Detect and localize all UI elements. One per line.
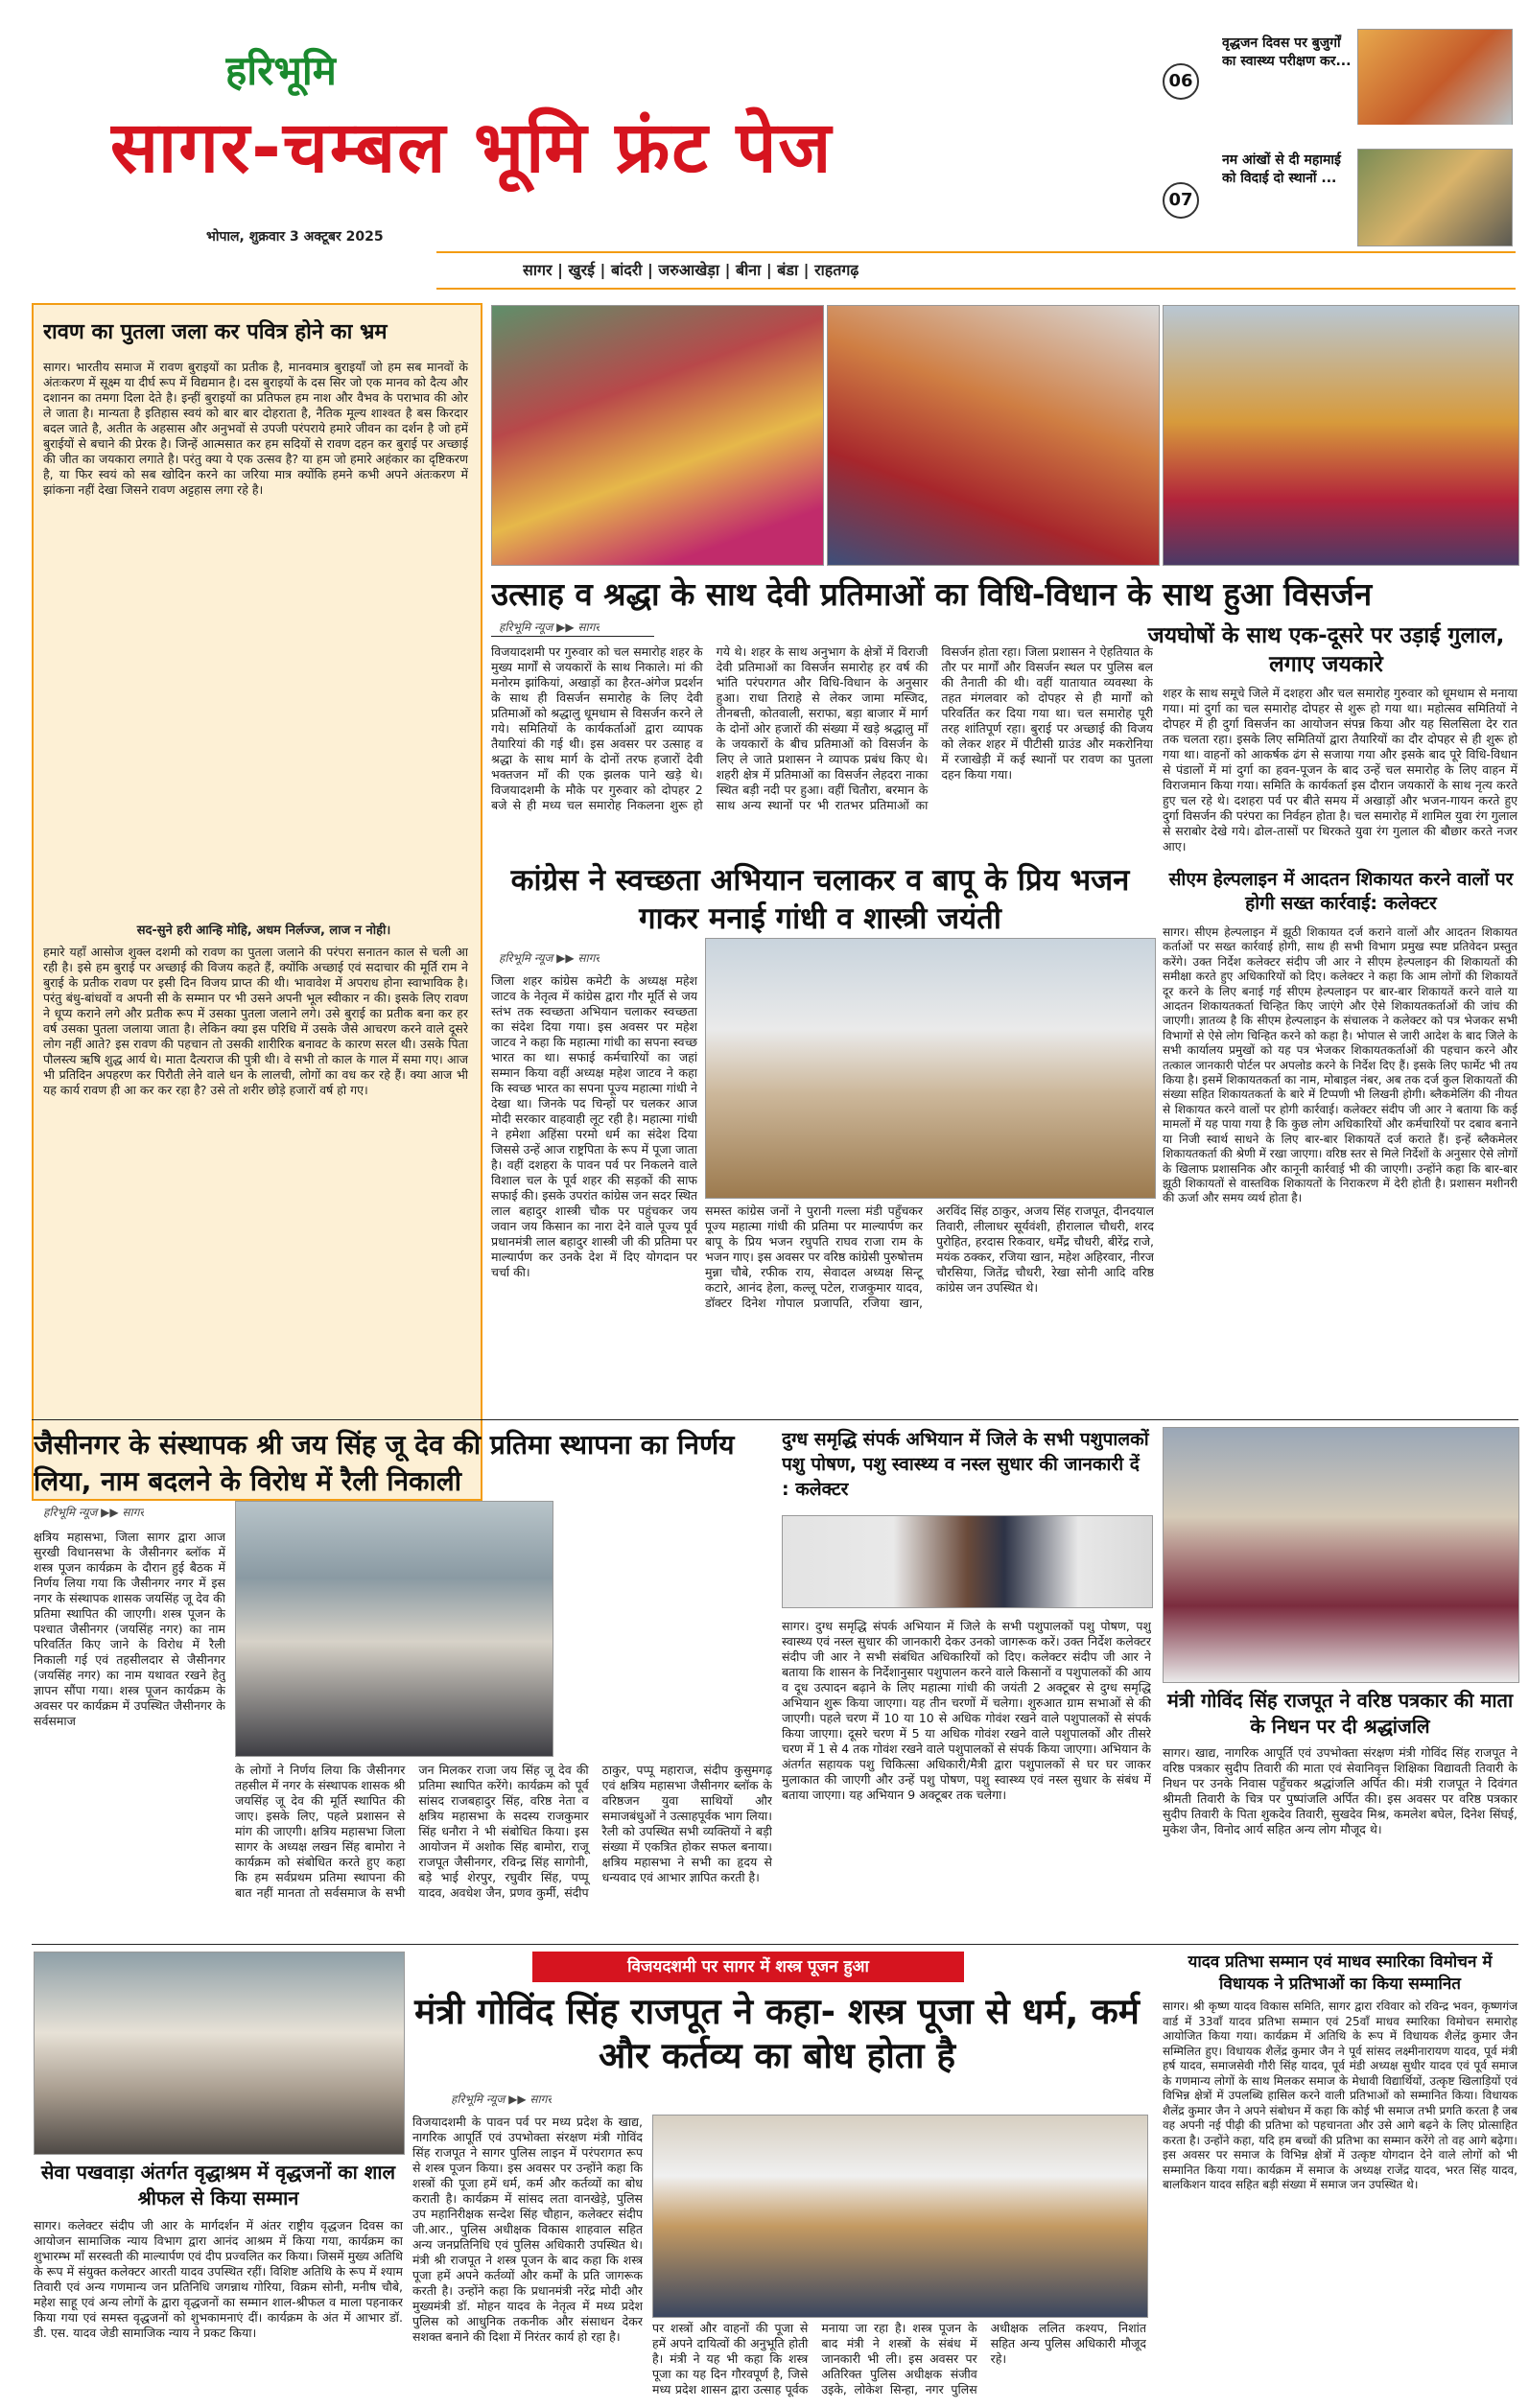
promo-2-number: 07	[1163, 182, 1199, 219]
shastra-body-2: पर शस्त्रों और वाहनों की पूजा से हमें अपने दायित्वों की अनुभूति होती है। मंत्री ने यह भी कहा कि शस्त्र पूजा का यह दिन गौरवपूर्ण है, जिसे मध्य प्रदेश शासन द्वारा उत्साह पूर्वक मनाया जा रहा है। शस्त्र पूजन के बाद मंत्री ने शस्त्रों के संबंध में जानकारी भी ली। इस अवसर पर अतिरिक्त पुलिस अधीक्षक संजीव उइके, लोकेश सिन्हा, नगर पुलिस अधीक्षक ललित कश्यप, निशांत सहित अन्य पुलिस अधिकारी मौजूद रहे।	[652, 2321, 1146, 2396]
shastra-byline: हरिभूमि न्यूज ▶▶ सागर	[451, 2092, 553, 2106]
shraddhanjali-body: सागर। खाद्य, नागरिक आपूर्ति एवं उपभोक्ता संरक्षण मंत्री गोविंद सिंह राजपूत ने वरिष्ठ पत्रकार सुदीप तिवारी की माता एवं सेवानिवृत्त शिक्षिका विद्यावती तिवारी के निधन पर उनके निवास पहुँचकर श्रद्धांजलि अर्पित की। मंत्री राजपूत ने दिवंगत श्रीमती तिवारी के चित्र पर पुष्पांजलि अर्पित की। इस अवसर पर वरिष्ठ पत्रकार सुदीप तिवारी के पिता शुकदेव तिवारी, सुखदेव मिश्र, कमलेश बघेल, दिनेश सिंघई, मुकेश जैन, विनोद आर्य सहित अन्य लोग मौजूद थे।	[1163, 1745, 1517, 1836]
visarjan-photo-2	[827, 305, 1160, 566]
row3-rule	[32, 1419, 1518, 1420]
row4-rule	[32, 1944, 1518, 1945]
visarjan-body: विजयादशमी पर गुरुवार को चल समारोह शहर के मुख्य मार्गों से जयकारों के साथ निकाले। मां की मनोरम झांकियां, अखाड़ों का हैरत-अंगेज प्रदर्शन के साथ ही विसर्जन समारोह के लिए देवी प्रतिमाओं को श्रद्धालु धूमधाम से विसर्जन करने ले गये। समितियों के कार्यकर्ताओं द्वारा व्यापक तैयारियां की गई थी। इस अवसर पर उत्साह व श्रद्धा के साथ मार्ग के दोनों तरफ हजारों देवी भक्तजन माँ की एक झलक पाने खड़े थे। विजयादशमी के मौके पर गुरुवार को दोपहर 2 बजे से ही मध्य चल समारोह निकलना शुरू हो गये थे। शहर के साथ अनुभाग के क्षेत्रों में विराजी देवी प्रतिमाओं का विसर्जन समारोह हर वर्ष की भांति परंपरागत और विधि-विधान के अनुसार हुआ। राधा तिराहे से लेकर जामा मस्जिद, तीनबत्ती, कोतवाली, सराफा, बड़ा बाजार में मार्ग के दोनों ओर हजारों की संख्या में खड़े श्रद्धालु माँ के जयकारों के बीच प्रतिमाओं को विसर्जन के लिए ले जाते प्रशासन ने व्यापक प्रबंध किए थे। शहरी क्षेत्र में प्रतिमाओं का विसर्जन लेहदरा नाका स्थित बड़ी नदी पर हुआ। वहीं चितौरा, बरमान के साथ अन्य स्थानों पर भी रातभर प्रतिमाओं का विसर्जन होता रहा। जिला प्रशासन ने ऐहतियात के तौर पर मार्गों और विसर्जन स्थल पर पुलिस बल की तैनाती की थी। वहीं यातायात व्यवस्था के तहत मंगलवार को दोपहर से ही मार्गों को परिवर्तित कर दिया गया था। चल समारोह पूरी तरह शांतिपूर्ण रहा। बुराई पर अच्छाई की विजय को लेकर शहर में पीटीसी ग्राउंड और मकरोनिया में रजाखेड़ी में कई स्थानों पर रावण का पुतला दहन किया गया।	[491, 644, 1153, 812]
vriddhashram-photo	[34, 1952, 405, 2155]
dugdh-body: सागर। दुग्ध समृद्धि संपर्क अभियान में जिले के सभी पशुपालकों पशु पोषण, पशु स्वास्थ्य एवं नस्ल सुधार की जानकारी देकर उनको जागरूक करें। उक्त निर्देश कलेक्टर संदीप जी आर ने सभी संबंधित अधिकारियों को दिए। कलेक्टर संदीप जी आर ने बताया कि शासन के निर्देशानुसार पशुपालन करने वाले किसानों व पशुपालकों की आय व दूध उत्पादन बढ़ाने के लिए महात्मा गांधी की जयंती 2 अक्टूबर से दुग्ध समृद्धि अभियान शुरू किया जाएगा। यह तीन चरणों में चलेगा। शुरुआत ग्राम सभाओं से की जाएगी। पहले चरण में 10 या 10 से अधिक गोवंश रखने वाले पशुपालकों से संपर्क किया जाएगा। दूसरे चरण में 5 या अधिक गोवंश रखने वाले पशुपालकों और तीसरे चरण में 1 से 4 तक गोवंश रखने वाले पशुपालकों से संपर्क किया जाएगा। अभियान के अंतर्गत सहायक पशु चिकित्सा अधिकारी/मैत्री द्वारा पशुपालकों से घर घर जाकर मुलाकात की जाएगी और उन्हें पशु पोषण, पशु स्वास्थ्य एवं नस्ल सुधार के संबंध में बताया जाएगा। यह अभियान 9 अक्टूबर तक चलेगा।	[782, 1619, 1151, 1802]
vriddhashram-headline: सेवा पखवाड़ा अंतर्गत वृद्धाश्रम में वृद्धजनों का शाल श्रीफल से किया सम्मान	[40, 2161, 396, 2209]
ravan-quote: सद-सुने हरी आन्हि मोहि, अधम निर्लज्ज, लाज न नोही।	[136, 923, 391, 938]
promo-1-number: 06	[1163, 63, 1199, 100]
promo-1-text: वृद्धजन दिवस पर बुजुर्गों का स्वास्थ्य परीक्षण कर...	[1222, 35, 1352, 69]
jaisinghnagar-body-2: के लोगों ने निर्णय लिया कि जैसीनगर तहसील में नगर के संस्थापक शासक श्री जयसिंह जू देव की मूर्ति स्थापित की जाए। इसके लिए, पहले प्रशासन से मांग की जाएगी। क्षत्रिय महासभा जिला सागर के अध्यक्ष लखन सिंह बामोरा ने कार्यक्रम को संबोधित करते हुए कहा कि हम सर्वप्रथम प्रतिमा स्थापना की बात नहीं मानता तो सर्वसमाज के सभी जन मिलकर राजा जय सिंह जू देव की प्रतिमा स्थापित करेंगे। कार्यक्रम को पूर्व सांसद राजबहादुर सिंह, वरिष्ठ नेता व क्षत्रिय महासभा के सदस्य राजकुमार सिंह धनौरा ने भी संबोधित किया। इस आयोजन में अशोक सिंह बामोरा, राजू राजपूत जैसीनगर, रविन्द्र सिंह सागोनी, बड़े भाई शेरपुर, रघुवीर सिंह, पप्पू यादव, अवधेश जैन, प्रणव कुर्मी, संदीप ठाकुर, पप्पू महाराज, संदीप कुसुमगढ़ एवं क्षत्रिय महासभा जैसीनगर ब्लॉक के वरिष्ठजन युवा साथियों और समाजबंधुओं ने उत्साहपूर्वक भाग लिया। रैली को उपस्थित सभी व्यक्तियों ने बड़ी संख्या में एकत्रित होकर सफल बनाया। क्षत्रिय महासभा ने सभी का हृदय से धन्यवाद एवं आभार ज्ञापित करती है।	[235, 1763, 772, 1900]
gandhi-photo	[705, 938, 1156, 1199]
dateline: भोपाल, शुक्रवार 3 अक्टूबर 2025	[206, 229, 384, 245]
promo-2[interactable]	[1163, 144, 1517, 249]
jaisinghnagar-headline: जैसीनगर के संस्थापक श्री जय सिंह जू देव की प्रतिमा स्थापना का निर्णय लिया, नाम बदलने के विरोध में रैली निकाली	[34, 1429, 735, 1497]
shastra-photo	[652, 2115, 1148, 2318]
visarjan-divider	[491, 636, 654, 637]
page-title: सागर-चम्बल भूमि फ्रंट पेज	[110, 106, 834, 189]
gandhi-headline: कांग्रेस ने स्वच्छता अभियान चलाकर व बापू के प्रिय भजन गाकर मनाई गांधी व शास्त्री जयंती	[510, 863, 1130, 936]
shraddhanjali-photo	[1163, 1427, 1519, 1683]
gandhi-body-1: जिला शहर कांग्रेस कमेटी के अध्यक्ष महेश जाटव के नेतृत्व में कांग्रेस द्वारा गौर मूर्ति से जय स्तंभ तक स्वच्छता अभियान चलाकर स्वच्छता का संदेश दिया गया। इस अवसर पर महेश जाटव ने कहा कि महात्मा गांधी का सपना स्वच्छ भारत का था। सफाई कर्मचारियों का जहां सम्मान किया वहीं अध्यक्ष महेश जाटव ने कहा कि स्वच्छ भारत का सपना पूज्य महात्मा गांधी ने देखा था। जिनके पद चिन्हों पर चलकर आज मोदी सरकार वाहवाही लूट रही है। महात्मा गांधी ने हमेशा अहिंसा परमो धर्म का संदेश दिया जिससे उन्हें आज राष्ट्रपिता के रूप में पूजा जाता है। वहीं दशहरा के पावन पर्व पर निकलने वाले विशाल चल के पूर्व शहर की सड़कों की साफ सफाई की। इसके उपरांत कांग्रेस जन सदर स्थित लाल बहादुर शास्त्री चौक पर पहुंचकर जय जवान जय किसान का नारा देने वाले पूज्य पूर्व प्रधानमंत्री लाल बहादुर शास्त्री जी की प्रतिमा पर माल्यार्पण कर उनके देश में दिए योगदान पर चर्चा की।	[491, 973, 697, 1279]
ravan-body-2: हमारे यहाँ आसोज शुक्ल दशमी को रावण का पुतला जलाने की परंपरा सनातन काल से चली आ रही है। इसे हम बुराई पर अच्छाई की विजय कहते हैं, क्योंकि अच्छाई एवं सदाचार की मूर्ति राम ने बुराई के प्रतीक रावण पर इसी दिन विजय प्राप्त की थी। भावावेश में अपराध होना स्वाभाविक है। परंतु बंधु-बांधवों व अपनी सी के सम्मान पर भी उसने अपनी भूल स्वीकार न की। इसके लिए रावण ने धूप्य कराने लगे और प्रतीक रूप में उसका पुतला जलाने लगे। उसे बुराई का प्रतीक बना कर हर वर्ष उसका पुतला जलाया जाता है। लेकिन क्या इस परिधि में उसके जैसे आचरण करने वाले दूसरे लोग नहीं आते? इस रावण की पहचान तो उसकी शारीरिक बनावट के कारण सरल थी। उसके पिता पौलस्त्य ऋषि शुद्ध आर्य थे। माता दैत्यराज की पुत्री थी। वे सभी तो काल के गाल में समा गए। आज भी प्रतिदिन अपहरण कर पिरौती लेने वाले धन के लालची, लोगों का वध कर रहे हैं। क्या आज भी यह कार्य रावण ही आ कर कर रहा है? उसे तो शरीर छोड़े हजारों वर्ष हो गए।	[43, 945, 468, 1097]
promo-1-photo	[1357, 29, 1513, 125]
yadav-headline: यादव प्रतिभा सम्मान एवं माधव स्मारिका विमोचन में विधायक ने प्रतिभाओं का किया सम्मानित	[1188, 1952, 1493, 1994]
promo-1[interactable]	[1163, 29, 1517, 125]
cm-body: सागर। सीएम हेल्पलाइन में झूठी शिकायत दर्ज कराने वालों और आदतन शिकायत कर्ताओं पर सख्त कार्रवाई होगी, साथ ही सभी विभाग प्रमुख स्पष्ट प्रतिवेदन प्रस्तुत करेंगे। उक्त निर्देश कलेक्टर संदीप जी आर ने सीएम हेल्पलाइन की शिकायतों की समीक्षा करते हुए अधिकारियों को दिए। कलेक्टर ने कहा कि आम लोगों की शिकायतें दूर करने के लिए बनाई गई सीएम हेल्पलाइन पर बार-बार शिकायतें करने वाले या आदतन शिकायतकर्ता चिन्हित किए जाएंगे और ऐसे शिकायतकर्ताओं की जांच की जाएगी। ज्ञातव्य है कि सीएम हेल्पलाइन के संचालक ने कलेक्टर को पत्र भेजकर सभी विभागों से ऐसे लोग चिन्हित करने को कहा है। भोपाल से जारी आदेश के बाद जिले के सभी कार्यालय प्रमुखों को यह पत्र भेजकर शिकायतकर्ताओं की पहचान करने और तत्काल जानकारी पोर्टल पर अपलोड करने के निर्देश दिए हैं। इसके लिए फार्मेट भी तय किया है। इसमें शिकायतकर्ता का नाम, मोबाइल नंबर, अब तक दर्ज कुल शिकायतों की संख्या सहित शिकायतकर्ता के बारे में टिप्पणी भी लिखनी होगी। ब्लैकमेलिंग की नीयत से शिकायत करने वालों पर होगी कार्रवाई। कलेक्टर संदीप जी आर ने बताया कि कई मामलों में यह पाया गया है कि कुछ लोग अधिकारियों और कर्मचारियों पर दबाव बनाने या निजी स्वार्थ साधने के लिए बार-बार शिकायतें दर्ज कराते हैं। इन्हें ब्लैकमेलर शिकायतकर्ता की श्रेणी में रखा जाएगा। वरिष्ठ स्तर से मिले निर्देशों के अनुसार ऐसे लोगों के खिलाफ प्रशासनिक और कानूनी कार्रवाई भी की जाएगी। उन्होंने कहा कि बार-बार झूठी शिकायतों से वास्तविक शिकायतों के निराकरण में देरी होती है। प्रशासन मशीनरी की ऊर्जा और समय व्यर्थ होता है।	[1163, 925, 1517, 1205]
brand-logo: हरिभूमि	[225, 47, 337, 94]
promo-2-photo	[1357, 149, 1513, 246]
gulal-body: शहर के साथ समूचे जिले में दशहरा और चल समारोह गुरुवार को धूमधाम से मनाया गया। मां दुर्गा का चल समारोह दोपहर से शुरू हो गया था। महोत्सव समितियों ने दोपहर में ही दुर्गा विसर्जन का आयोजन संपन्न किया और यह सिलसिला देर रात तक चलता रहा। इसके लिए समितियों द्वारा तैयारियों का दौर दोपहर से ही शुरू हो गया था। वाहनों को आकर्षक ढंग से सजाया गया और इसके बाद पूरे विधि-विधान से पंडालों में मां दुर्गा का हवन-पूजन के बाद उन्हें चल समारोह के लिए वाहन में विराजमान किया गया। समिति के कार्यकर्ता इस दौरान जयकारों के साथ नृत्य करते हुए चल रहे थे। दशहरा पर्व पर बीते समय में अखाड़ों और भजन-गायन करते हुए दुर्गा विसर्जन की परंपरा का निर्वहन होता है। चल समारोह में शामिल युवा रंग गुलाल से सराबोर देखे गये। ढोल-तासों पर थिरकते युवा रंग गुलाल की बौछार करते नजर आए।	[1163, 686, 1517, 853]
shastra-headline: मंत्री गोविंद सिंह राजपूत ने कहा- शस्त्र पूजा से धर्म, कर्म और कर्तव्य का बोध होता है	[414, 1991, 1140, 2076]
shastra-body-1: विजयादशमी के पावन पर्व पर मध्य प्रदेश के खाद्य, नागरिक आपूर्ति एवं उपभोक्ता संरक्षण मंत्री गोविंद सिंह राजपूत ने सागर पुलिस लाइन में परंपरागत रूप से शस्त्र पूजन किया। इस अवसर पर उन्होंने कहा कि शस्त्रों की पूजा हमें धर्म, कर्म और कर्तव्यों का बोध कराती है। कार्यक्रम में सांसद लता वानखेड़े, पुलिस उप महानिरीक्षक सन्देश सिंह चौहान, कलेक्टर संदीप जी.आर., पुलिस अधीक्षक विकास शाहवाल सहित अन्य जनप्रतिनिधि एवं पुलिस अधिकारी उपस्थित थे। मंत्री श्री राजपूत ने शस्त्र पूजन के बाद कहा कि शस्त्र पूजा हमें अपने कर्तव्यों और कर्मों के प्रति जागरूक करती है। उन्होंने कहा कि प्रधानमंत्री नरेंद्र मोदी और मुख्यमंत्री डॉ. मोहन यादव के नेतृत्व में मध्य प्रदेश पुलिस को आधुनिक तकनीक और संसाधन देकर सशक्त बनाने की दिशा में निरंतर कार्य हो रहा है।	[412, 2115, 643, 2344]
vriddhashram-body: सागर। कलेक्टर संदीप जी आर के मार्गदर्शन में अंतर राष्ट्रीय वृद्धजन दिवस का आयोजन सामाजिक न्याय विभाग द्वारा आनंद आश्रम में किया गया, कार्यक्रम का शुभारम्भ माँ सरस्वती की माल्यार्पण एवं दीप प्रज्वलित कर किया। जिसमें मुख्य अतिथि के रूप में संयुक्त कलेक्टर आरती यादव उपस्थित रहीं। विशिष्ट अतिथि के रूप में श्याम तिवारी एवं अन्य गणमान्य जन प्रतिनिधि जगन्नाथ गोरिया, विक्रम सोनी, मनीष चौबे, महेश साहू एवं अन्य लोगों के द्वारा वृद्धजनों का सम्मान शाल-श्रीफल व माला पहनाकर किया गया एवं समस्त वृद्धजनों को शुभकामनाएं दीं। कार्यक्रम के अंत में आभार डॉ. डी. एस. यादव जेडी सामाजिक न्याय ने प्रकट किया।	[34, 2218, 403, 2340]
ravan-body-1: सागर। भारतीय समाज में रावण बुराइयों का प्रतीक है, मानवमात्र बुराइयाँ जो हम सब मानवों के अंतःकरण में सूक्ष्म या दीर्घ रूप में विद्यमान है। दस बुराइयों के दस सिर जो एक मानव को दैत्य और दशानन का तमगा दिला देते है। इन्हीं बुराइयों का प्रतिफल हम नाश और वैभव के पराभाव की ओर ले जाता है। मान्यता है इतिहास स्वयं को बार बार दोहराता है, नैतिक मूल्य शाश्वत है बस किरदार बदल जाते है, अतीत के अहसास और अनुभवों से उपजी परंपराये हमारे जीवन का दर्शन है जो हमें बुराईयों से बचाने की प्रेरक है। जिन्हें आत्मसात कर हम सदियों से रावण दहन कर बुराई पर अच्छाई की जीत का जयकारा लगाते है। परंतु क्या ये एक उत्सव है? या हम जो हमारे अहंकार का दृष्टिकरण है, या फिर स्वयं को सब खोदिन करने का जरिया मात्र क्योंकि हमने कभी अपने अंतःकरण में झांकना नहीं देखा जिसने रावण अट्टहास लगा रहे है।	[43, 360, 468, 497]
jaisinghnagar-body-1: क्षत्रिय महासभा, जिला सागर द्वारा आज सुरखी विधानसभा के जैसीनगर ब्लॉक में शस्त्र पूजन कार्यक्रम के दौरान हुई बैठक में निर्णय लिया गया कि जैसीनगर नगर में इस नगर के संस्थापक शासक जयसिंह जू देव की प्रतिमा स्थापित की जाएगी। शस्त्र पूजन के पश्चात जैसीनगर (जयसिंह नगर) का नाम परिवर्तित किए जाने के विरोध में रैली निकाली गई एवं तहसीलदार से जैसीनगर (जयसिंह नगर) का नाम यथावत रखने हेतु ज्ञापन सौंपा गया। शस्त्र पूजन कार्यक्रम के अवसर पर कार्यक्रम में उपस्थित जैसीनगर के सर्वसमाज	[34, 1530, 225, 1728]
gandhi-body-2: समस्त कांग्रेस जनों ने पुरानी गल्ला मंडी पहुँचकर पूज्य महात्मा गांधी की प्रतिमा पर माल्यार्पण कर बापू के प्रिय भजन रघुपति राघव राजा राम के भजन गाए। इस अवसर पर वरिष्ठ कांग्रेसी पुरुषोत्तम मुन्ना चौबे, रफीक राय, सेवादल अध्यक्ष सिन्टू कटारे, आनंद हेला, कल्लू पटेल, राजकुमार यादव, डॉक्टर दिनेश गोपाल प्रजापति, रजिया खान, अरविंद सिंह ठाकुर, अजय सिंह राजपूत, दीनदयाल तिवारी, लीलाधर सूर्यवंशी, हीरालाल चौधरी, शरद पुरोहित, हरदास रिकवार, धर्मेंद्र चौधरी, बीरेंद्र राजे, मयंक ठक्कर, रजिया खान, महेश अहिरवार, नीरज चौरसिया, जितेंद्र चौधरी, रेखा सोनी आदि वरिष्ठ कांग्रेस जन उपस्थित थे।	[705, 1204, 1154, 1310]
promo-2-text: नम आंखों से दी महामाई को विदाई दो स्थानों ...	[1222, 152, 1341, 186]
shraddhanjali-headline: मंत्री गोविंद सिंह राजपूत ने वरिष्ठ पत्रकार की माता के निधन पर दी श्रद्धांजलि	[1166, 1689, 1514, 1738]
visarjan-byline: हरिभूमि न्यूज ▶▶ सागर	[499, 620, 600, 634]
jaisinghnagar-photo	[235, 1501, 553, 1757]
dugdh-headline: दुग्ध समृद्धि संपर्क अभियान में जिले के सभी पशुपालकों पशु पोषण, पशु स्वास्थ्य व नस्ल सुधार की जानकारी दें : कलेक्टर	[782, 1429, 1149, 1500]
visarjan-photo-3	[1163, 305, 1519, 566]
jaisinghnagar-byline: हरिभूमि न्यूज ▶▶ सागर	[43, 1506, 145, 1519]
yadav-body: सागर। श्री कृष्ण यादव विकास समिति, सागर द्वारा रविवार को रविन्द्र भवन, कृष्णगंज वार्ड में 33वाँ यादव प्रतिभा सम्मान एवं 25वाँ माधव स्मारिका विमोचन समारोह आयोजित किया गया। कार्यक्रम में अतिथि के रूप में विधायक शैलेंद्र कुमार जैन सम्मिलित हुए। विधायक शैलेंद्र कुमार जैन ने पूर्व सांसद लक्ष्मीनारायण यादव, पूर्व मंत्री हर्ष यादव, समाजसेवी गौरी सिंह यादव, पूर्व मंडी अध्यक्ष सुधीर यादव एवं पूर्व समाज के गणमान्य लोगों के साथ मिलकर समाज के मेधावी विद्यार्थियों, उत्कृष्ट खिलाड़ियों एवं विभिन्न क्षेत्रों में उपलब्धि हासिल करने वाली प्रतिभाओं को सम्मानित किया। विधायक शैलेंद्र कुमार जैन ने अपने संबोधन में कहा कि कोई भी समाज तभी प्रगति करता है जब वह अपनी नई पीढ़ी की प्रतिभा को पहचानता और उसे आगे बढ़ने के लिए प्रोत्साहित करता है। उन्होंने कहा, यदि हम बच्चों की प्रतिभा का सम्मान करेंगे तो वह आगे बढ़ेगा। इस अवसर पर समाज के विभिन्न क्षेत्रों में उत्कृष्ट योगदान देने वाले लोगों को भी सम्मानित किया गया। कार्यक्रम में समाज के अध्यक्ष राजेंद्र यादव, भरत सिंह यादव, बालकिशन यादव सहित बड़ी संख्या में समाज जन उपस्थित थे।	[1163, 1999, 1517, 2191]
gandhi-byline: हरिभूमि न्यूज ▶▶ सागर	[499, 951, 600, 965]
shastra-kicker: विजयदशमी पर सागर में शस्त्र पूजन हुआ	[532, 1952, 964, 1982]
dugdh-photo	[782, 1515, 1153, 1608]
ravan-headline: रावण का पुतला जला कर पवित्र होने का भ्रम	[43, 320, 388, 344]
visarjan-headline: उत्साह व श्रद्धा के साथ देवी प्रतिमाओं का विधि-विधान के साथ हुआ विसर्जन	[491, 575, 1373, 613]
visarjan-photo-1	[491, 305, 824, 566]
nav-items[interactable]: सागर | खुरई | बांदरी | जरुआखेड़ा | बीना | बंडा | राहतगढ़	[523, 261, 859, 279]
gulal-headline: जयघोषों के साथ एक-दूसरे पर उड़ाई गुलाल, लगाए जयकारे	[1147, 623, 1505, 677]
cm-headline: सीएम हेल्पलाइन में आदतन शिकायत करने वालों पर होगी सख्त कार्रवाई: कलेक्टर	[1168, 869, 1514, 914]
